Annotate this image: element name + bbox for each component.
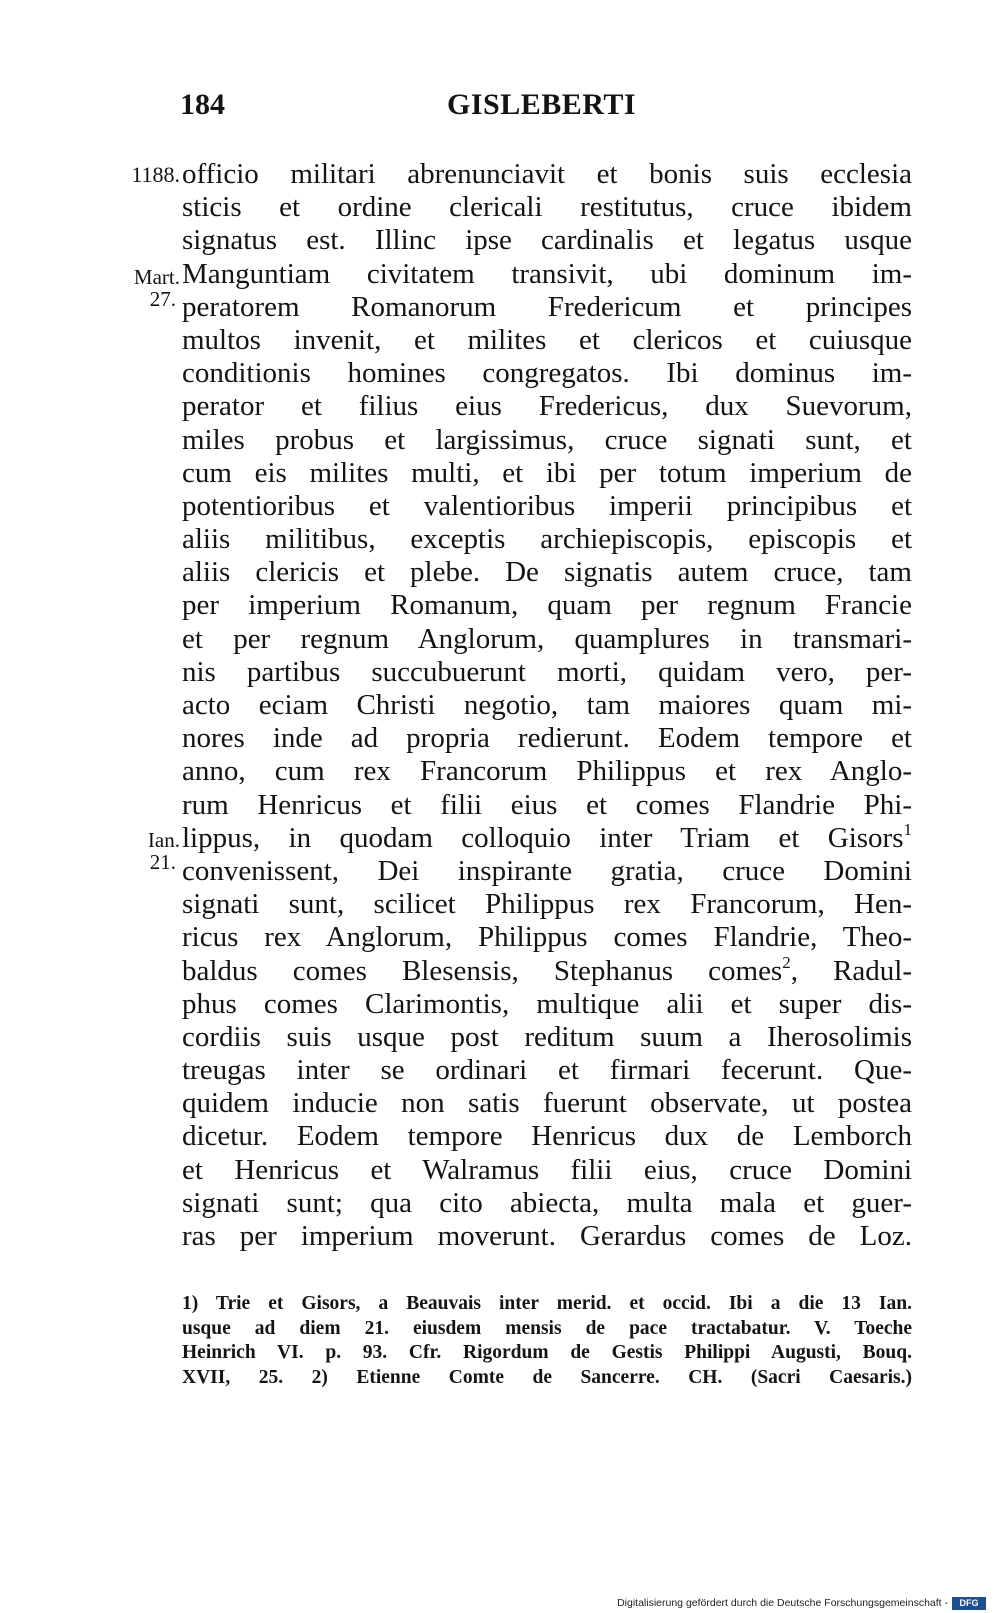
text-line: [182, 819, 912, 855]
dfg-logo: DFG: [952, 1597, 986, 1610]
text-line: cordiis suis usque post reditum suum a Iherosolimis: [182, 1020, 912, 1053]
text-line: dicetur. Eodem tempore Henricus dux de Lemborch: [182, 1120, 912, 1153]
text-line: aliis clericis et plebe. De signatis autem cruce, tam: [182, 556, 912, 589]
text-line: aliis militibus, exceptis archiepiscopis, episcopis et: [182, 523, 912, 556]
text-line: acto eciam Christi negotio, tam maiores quam mi-: [182, 689, 912, 721]
margin-day-27: 27.: [149, 287, 176, 311]
footnote-line: 1) Trie et Gisors, a Beauvais inter merid. et occid. Ibi a die 13 Ian.: [182, 1293, 912, 1314]
text-line: miles probus et largissimus, cruce signati sunt, et: [182, 423, 912, 456]
digitization-credit: Digitalisierung gefördert durch die Deutsche Forschungsgemeinschaft -: [617, 1597, 948, 1609]
text-line: potentioribus et valentioribus imperii principibus et: [182, 489, 912, 522]
text-line-content: baldus comes Blesensis, Stephanus comes: [182, 954, 783, 987]
text-line: Manguntiam civitatem transivit, ubi dominum im-: [182, 257, 912, 290]
text-line: phus comes Clarimontis, multique alii et super dis-: [182, 987, 912, 1020]
text-line-content: lippus, in quodam colloquio inter Triam et Gisors: [182, 821, 904, 854]
text-line: sticis et ordine clericali restitutus, cruce ibidem: [182, 191, 912, 224]
text-line: conditionis homines congregatos. Ibi dominus im-: [182, 357, 912, 390]
page-number: 184: [180, 88, 225, 121]
footnote-line: XVII, 25. 2) Etienne Comte de Sancerre. CH. (Sacri Caesaris.): [182, 1366, 912, 1388]
text-line: treugas inter se ordinari et firmari fecerunt. Que-: [182, 1054, 912, 1087]
text-line: [182, 952, 912, 988]
footnote-ref-1: 1: [903, 819, 912, 839]
page-header: [0, 88, 1000, 128]
text-line: officio militari abrenunciavit et bonis suis ecclesia: [182, 158, 912, 190]
text-line: signatus est. Illinc ipse cardinalis et legatus usque: [182, 224, 912, 257]
text-line: per imperium Romanum, quam per regnum Francie: [182, 589, 912, 622]
running-title: GISLEBERTI: [447, 88, 637, 121]
text-line: perator et filius eius Fredericus, dux Suevorum,: [182, 390, 912, 423]
text-line: cum eis milites multi, et ibi per totum imperium de: [182, 456, 912, 489]
text-line: anno, cum rex Francorum Philippus et rex Anglo-: [182, 755, 912, 788]
text-line: ras per imperium moverunt. Gerardus comes de Loz.: [182, 1220, 912, 1252]
text-line: quidem inducie non satis fuerunt observate, ut postea: [182, 1087, 912, 1120]
footnotes: [182, 1292, 912, 1390]
footnote-line: Heinrich VI. p. 93. Cfr. Rigordum de Gestis Philippi Augusti, Bouq.: [182, 1342, 912, 1364]
margin-month-mart: Mart.: [133, 265, 180, 289]
margin-year: 1188.: [131, 162, 180, 187]
footnote-ref-2: 2: [782, 952, 791, 972]
text-line: et per regnum Anglorum, quamplures in transmari-: [182, 622, 912, 655]
body-text: [182, 158, 912, 1253]
text-line: peratorem Romanorum Fredericum et principes: [182, 290, 912, 323]
margin-day-21: 21.: [149, 850, 176, 874]
text-line: rum Henricus et filii eius et comes Flandrie Phi-: [182, 788, 912, 821]
text-line: et Henricus et Walramus filii eius, cruce Domini: [182, 1153, 912, 1186]
text-line: ricus rex Anglorum, Philippus comes Flandrie, Theo-: [182, 921, 912, 954]
text-line: signati sunt; qua cito abiecta, multa mala et guer-: [182, 1186, 912, 1219]
text-line-tail: , Radul-: [790, 954, 912, 987]
footnote-line: usque ad diem 21. eiusdem mensis de pace tractabatur. V. Toeche: [182, 1317, 912, 1339]
text-line: nis partibus succubuerunt morti, quidam vero, per-: [182, 655, 912, 688]
text-line: multos invenit, et milites et clericos et cuiusque: [182, 323, 912, 356]
margin-month-ian: Ian.: [147, 828, 180, 852]
text-line: nores inde ad propria redierunt. Eodem tempore et: [182, 722, 912, 755]
text-line: signati sunt, scilicet Philippus rex Francorum, Hen-: [182, 888, 912, 921]
text-line: convenissent, Dei inspirante gratia, cruce Domini: [182, 854, 912, 887]
